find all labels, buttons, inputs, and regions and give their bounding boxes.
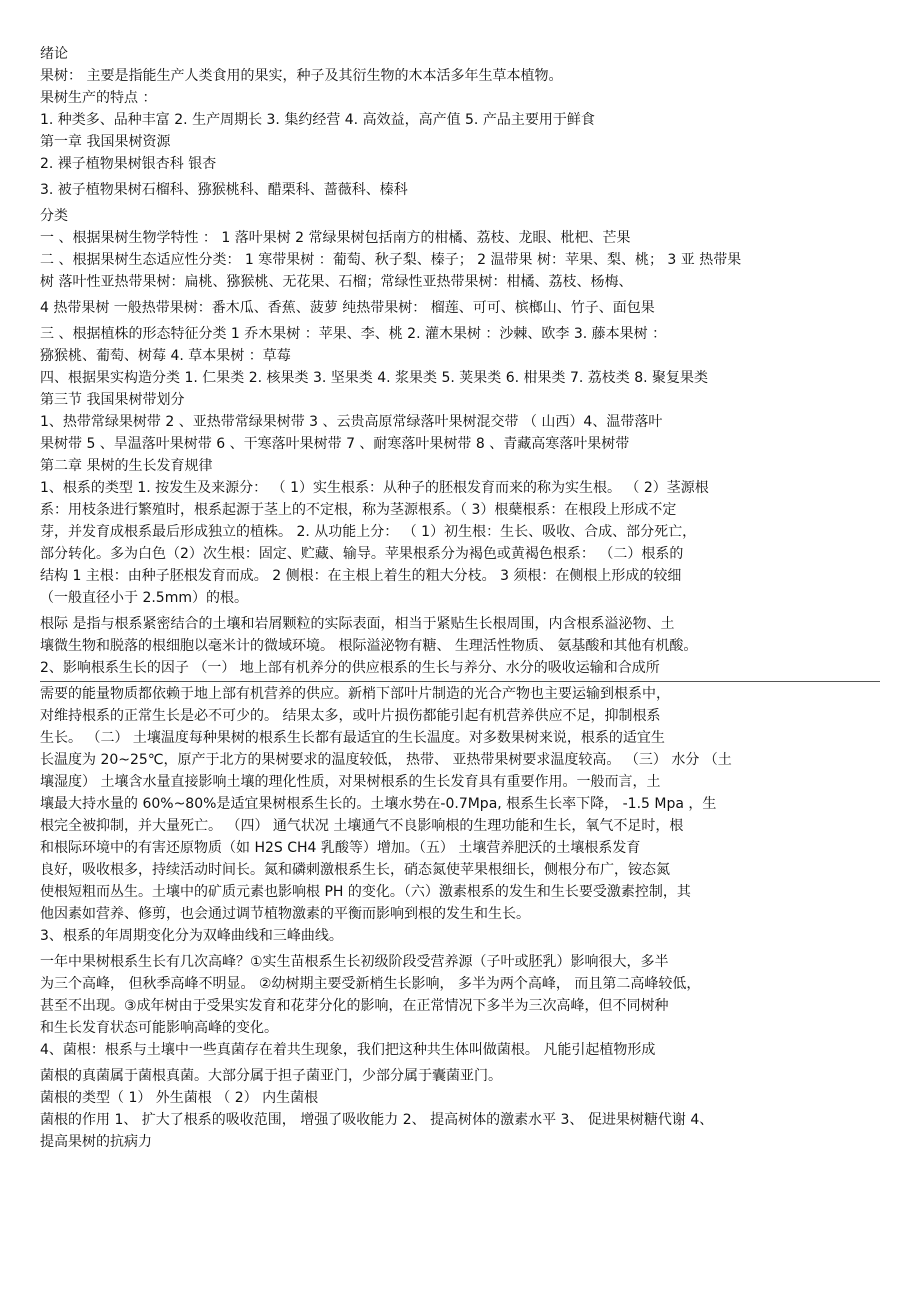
text-line: 长温度为 20~25℃，原产于北方的果树要求的温度较低， 热带、 亚热带果树要求温度较高。 （三） 水分 （土 — [40, 752, 732, 768]
text-line: 芽，并发育成根系最后形成独立的植株。 2. 从功能上分： （ 1）初生根：生长、吸收、合成、部分死亡， — [40, 524, 697, 540]
text-line: 猕猴桃、葡萄、树莓 4. 草本果树 ：草莓 — [40, 348, 291, 364]
text-line: 使根短粗而丛生。土壤中的矿质元素也影响根 PH 的变化。（六）激素根系的发生和生长要受激素控制，其 — [40, 884, 691, 900]
text-line: 结构 1 主根：由种子胚根发育而成。 2 侧根：在主根上着生的粗大分枝。 3 须根：在侧根上形成的较细 — [40, 568, 682, 584]
text-line: 3、根系的年周期变化分为双峰曲线和三峰曲线。 — [40, 928, 343, 944]
text-line: 菌根的类型（ 1） 外生菌根 （ 2） 内生菌根 — [40, 1090, 319, 1106]
text-line: 对维持根系的正常生长是必不可少的。 结果太多，或叶片损伤都能引起有机营养供应不足，抑制根系 — [40, 708, 661, 724]
text-line — [40, 1154, 890, 1176]
document-page — [40, 44, 890, 1176]
text-line: 一 、根据果树生物学特性 ： 1 落叶果树 2 常绿果树包括南方的柑橘、荔枝、龙眼、枇杷、芒果 — [40, 230, 631, 246]
text-line: 根完全被抑制，并大量死亡。 （四） 通气状况 土壤通气不良影响根的生理功能和生长，氧气不足时，根 — [40, 818, 684, 834]
text-line: 树 落叶性亚热带果树：扁桃、猕猴桃、无花果、石榴；常绿性亚热带果树：柑橘、荔枝、杨梅、 — [40, 274, 633, 290]
text-line: 甚至不出现。③成年树由于受果实发育和花芽分化的影响，在正常情况下多半为三次高峰，但不同树种 — [40, 998, 669, 1014]
text-line: 壤微生物和脱落的根细胞以毫米计的微域环境。 根际溢泌物有糖、 生理活性物质、 氨基酸和其他有机酸。 — [40, 638, 698, 654]
text-line: 1、根系的类型 1. 按发生及来源分： （ 1）实生根系：从种子的胚根发育而来的称为实生根。 （ 2）茎源根 — [40, 480, 709, 496]
text-line: 和生长发育状态可能影响高峰的变化。 — [40, 1020, 278, 1036]
text-line: 菌根的真菌属于菌根真菌。大部分属于担子菌亚门，少部分属于囊菌亚门。 — [40, 1068, 502, 1084]
text-line: 他因素如营养、修剪，也会通过调节植物激素的平衡而影响到根的发生和生长。 — [40, 906, 530, 922]
text-line: （一般直径小于 2.5mm）的根。 — [40, 590, 248, 606]
text-line: 果树： 主要是指能生产人类食用的果实，种子及其衍生物的木本活多年生草本植物。 — [40, 68, 563, 84]
section-heading: 分类 — [40, 208, 68, 224]
text-line: 3. 被子植物果树石榴科、猕猴桃科、醋栗科、蔷薇科、榛科 — [40, 182, 408, 198]
text-line: 1、热带常绿果树带 2 、亚热带常绿果树带 3 、云贵高原常绿落叶果树混交带 （ 山西）4、温带落叶 — [40, 414, 663, 430]
text-line: 根际 是指与根系紧密结合的土壤和岩屑颗粒的实际表面，相当于紧贴生长根周围，内含根系溢泌物、土 — [40, 616, 675, 632]
page-divider — [40, 681, 880, 682]
chapter-heading: 第二章 果树的生长发育规律 — [40, 458, 213, 474]
section-heading: 第三节 我国果树带划分 — [40, 392, 185, 408]
text-line: 系：用枝条进行繁殖时，根系起源于茎上的不定根，称为茎源根系。（ 3）根蘖根系：在根段上形成不定 — [40, 502, 677, 518]
text-line: 提高果树的抗病力 — [40, 1134, 152, 1150]
text-line: 2、影响根系生长的因子 （一） 地上部有机养分的供应根系的生长与养分、水分的吸收运输和合成所 — [40, 660, 660, 676]
text-line: 需要的能量物质都依赖于地上部有机营养的供应。新梢下部叶片制造的光合产物也主要运输到根系中， — [40, 686, 670, 702]
text-line: 三 、根据植株的形态特征分类 1 乔木果树 ：苹果、李、桃 2. 灌木果树 ：沙棘、欧李 3. 藤本果树 ： — [40, 326, 667, 342]
heading-introduction: 绪论 — [40, 46, 68, 62]
text-line: 为三个高峰， 但秋季高峰不明显。 ②幼树期主要受新梢生长影响， 多半为两个高峰， 而且第二高峰较低， — [40, 976, 701, 992]
text-line: 生长。 （二） 土壤温度每种果树的根系生长都有最适宜的生长温度。对多数果树来说，根系的适宜生 — [40, 730, 665, 746]
text-line: 果树生产的特点 ： — [40, 90, 157, 106]
text-line: 2. 裸子植物果树银杏科 银杏 — [40, 156, 217, 172]
text-line: 四、根据果实构造分类 1. 仁果类 2. 核果类 3. 坚果类 4. 浆果类 5. 荚果类 6. 柑果类 7. 荔枝类 8. 聚复果类 — [40, 370, 709, 386]
text-line: 和根际环境中的有害还原物质（如 H2S CH4 乳酸等）增加。（五） 土壤营养肥沃的土壤根系发育 — [40, 840, 641, 856]
text-line: 4、菌根：根系与土壤中一些真菌存在着共生现象，我们把这种共生体叫做菌根。 凡能引起植物形成 — [40, 1042, 656, 1058]
text-line: 1. 种类多、品种丰富 2. 生产周期长 3. 集约经营 4. 高效益，高产值 5. 产品主要用于鲜食 — [40, 112, 595, 128]
text-line: 二 、根据果树生态适应性分类： 1 寒带果树 ：葡萄、秋子梨、榛子； 2 温带果 树：苹果、梨、桃； 3 亚 热带果 — [40, 252, 742, 268]
chapter-heading: 第一章 我国果树资源 — [40, 134, 171, 150]
text-line: 壤最大持水量的 60%~80%是适宜果树根系生长的。土壤水势在-0.7Mpa, 根系生长率下降， -1.5 Mpa ，生 — [40, 796, 717, 812]
text-line: 一年中果树根系生长有几次高峰？①实生苗根系生长初级阶段受营养源（子叶或胚乳）影响很大，多半 — [40, 954, 669, 970]
text-line: 部分转化。多为白色（2）次生根：固定、贮藏、输导。苹果根系分为褐色或黄褐色根系： （二）根系的 — [40, 546, 684, 562]
text-line: 菌根的作用 1、 扩大了根系的吸收范围， 增强了吸收能力 2、 提高树体的激素水平 3、 促进果树糖代谢 4、 — [40, 1112, 714, 1128]
text-line: 良好，吸收根多，持续活动时间长。氮和磷刺激根系生长，硝态氮使苹果根细长，侧根分布广，铵态氮 — [40, 862, 670, 878]
text-line: 壤湿度） 土壤含水量直接影响土壤的理化性质，对果树根系的生长发育具有重要作用。一般而言，土 — [40, 774, 661, 790]
text-line: 果树带 5 、旱温落叶果树带 6 、干寒落叶果树带 7 、耐寒落叶果树带 8 、青藏高寒落叶果树带 — [40, 436, 630, 452]
text-line: 4 热带果树 一般热带果树：番木瓜、香蕉、菠萝 纯热带果树： 榴莲、可可、槟榔山、竹子、面包果 — [40, 300, 655, 316]
